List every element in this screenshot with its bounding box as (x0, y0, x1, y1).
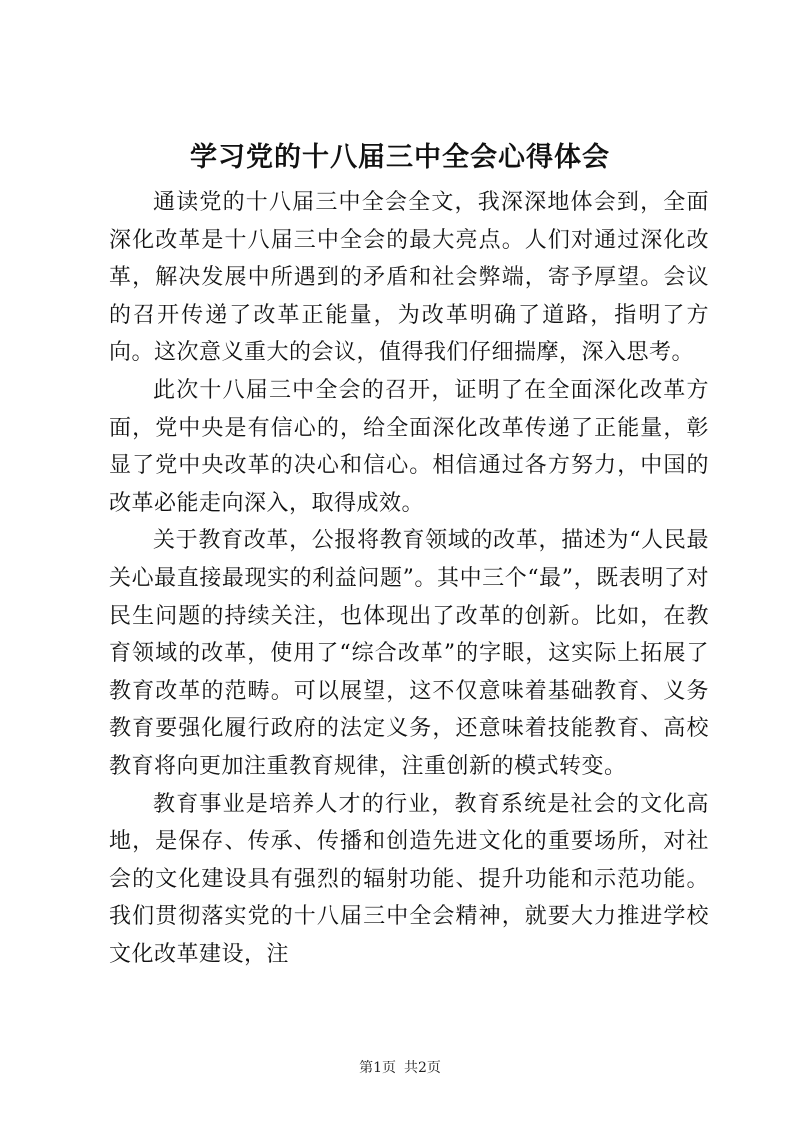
page-footer (0, 1058, 800, 1078)
paragraph-4: 教育事业是培养人才的行业，教育系统是社会的文化高地，是保存、传承、传播和创造先进文化的重要场所，对社会的文化建设具有强烈的辐射功能、提升功能和示范功能。我们贯彻落实党的十八届三中全会精神，就要大力推进学校文化改革建设，注 (109, 791, 709, 967)
document-body (109, 184, 709, 973)
paragraph-2: 此次十八届三中全会的召开，证明了在全面深化改革方面，党中央是有信心的，给全面深化改革传递了正能量，彰显了党中央改革的决心和信心。相信通过各方努力，中国的改革必能走向深入，取得成效。 (109, 377, 709, 516)
paragraph-1: 通读党的十八届三中全会全文，我深深地体会到，全面深化改革是十八届三中全会的最大亮点。人们对通过深化改革，解决发展中所遇到的矛盾和社会弊端，寄予厚望。会议的召开传递了改革正能量，为改革明确了道路，指明了方向。这次意义重大的会议，值得我们仔细揣摩，深入思考。 (109, 190, 709, 366)
paragraph-3: 关于教育改革，公报将教育领域的改革，描述为“人民最关心最直接最现实的利益问题”。其中三个“最”，既表明了对民生问题的持续关注，也体现出了改革的创新。比如，在教育领域的改革，使用了“综合改革”的字眼，这实际上拓展了教育改革的范畴。可以展望，这不仅意味着基础教育、义务教育要强化履行政府的法定义务，还意味着技能教育、高校教育将向更加注重教育规律，注重创新的模式转变。 (109, 528, 709, 779)
page-total: 共2页 (404, 1060, 441, 1076)
page-number: 第1页 (359, 1060, 396, 1076)
page-title: 学习党的十八届三中全会心得体会 (190, 142, 610, 173)
